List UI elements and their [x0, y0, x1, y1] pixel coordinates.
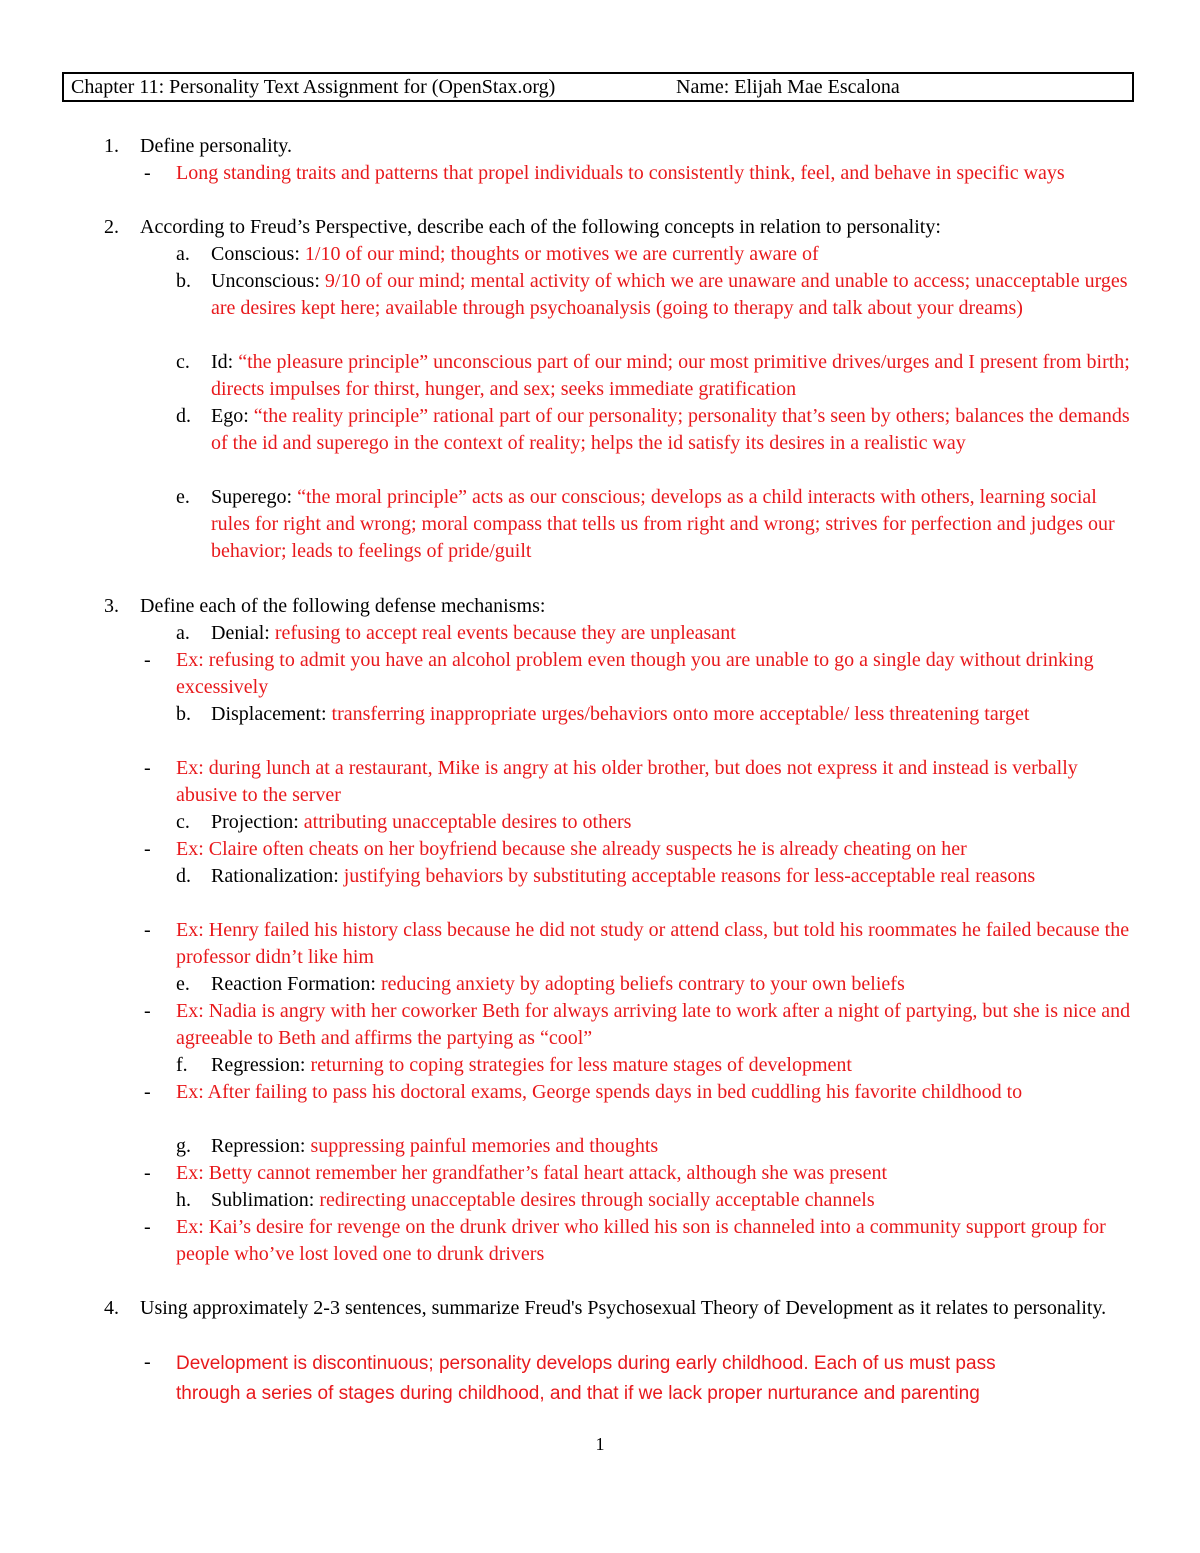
item-answer: redirecting unacceptable desires through socially acceptable channels	[314, 1189, 875, 1211]
item-text	[211, 620, 1131, 647]
question-number: 2.	[104, 216, 119, 238]
item-text	[211, 484, 1131, 565]
item-answer: returning to coping strategies for less mature stages of development	[305, 1054, 852, 1076]
item-letter: c.	[176, 351, 190, 373]
item-answer: 1/10 of our mind; thoughts or motives we are currently aware of	[299, 243, 819, 265]
example-text: Ex: Nadia is angry with her coworker Beth for always arriving late to work after a night of partying, but she is nice and agreeable to Beth and affirms the partying as “cool”	[176, 1000, 1131, 1049]
dash-bullet: -	[144, 1216, 151, 1238]
example-text: Ex: Kai’s desire for revenge on the drunk driver who killed his son is channeled into a community support group for people who’ve lost loved one to drunk drivers	[176, 1216, 1106, 1265]
item-term: Rationalization:	[211, 865, 339, 887]
item-answer: refusing to accept real events because they are unpleasant	[269, 622, 736, 644]
item-answer: 9/10 of our mind; mental activity of which we are unaware and unable to access; unacceptable urges are desires kept here; available through psychoanalysis (going to therapy and talk about your dreams)	[211, 270, 1128, 319]
item-answer: attributing unacceptable desires to others	[298, 811, 632, 833]
student-name: Name: Elijah Mae Escalona	[676, 76, 900, 98]
item-answer: “the pleasure principle” unconscious part of our mind; our most primitive drives/urges and I present from birth; directs impulses for thirst, hunger, and sex; seeks immediate gratification	[211, 351, 1130, 400]
dash-bullet: -	[144, 1000, 151, 1022]
item-term: Sublimation:	[211, 1189, 315, 1211]
example-text: Ex: Betty cannot remember her grandfather’s fatal heart attack, although she was present	[176, 1162, 888, 1184]
item-term: Ego:	[211, 405, 249, 427]
dash-bullet: -	[144, 1081, 151, 1103]
item-text	[211, 863, 1131, 890]
item-text	[211, 268, 1131, 322]
item-answer: transferring inappropriate urges/behaviors onto more acceptable/ less threatening target	[326, 703, 1030, 725]
item-answer: reducing anxiety by adopting beliefs contrary to your own beliefs	[375, 973, 905, 995]
item-letter: b.	[176, 703, 191, 725]
question-number: 1.	[104, 135, 119, 157]
item-letter: d.	[176, 865, 191, 887]
question-text: According to Freud’s Perspective, describe each of the following concepts in relation to personality:	[140, 216, 941, 238]
example-text: Ex: during lunch at a restaurant, Mike is angry at his older brother, but does not express it and instead is verbally abusive to the server	[176, 757, 1078, 806]
answer-text	[176, 1349, 1136, 1409]
item-letter: e.	[176, 486, 190, 508]
dash-bullet: -	[144, 757, 151, 779]
example-text: Ex: Henry failed his history class because he did not study or attend class, but told his roommates he failed because the professor didn’t like him	[176, 919, 1130, 968]
item-letter: f.	[176, 1054, 188, 1076]
item-answer: justifying behaviors by substituting acceptable reasons for less-acceptable real reasons	[338, 865, 1036, 887]
item-term: Denial:	[211, 622, 270, 644]
question-text: Define personality.	[140, 135, 292, 157]
item-answer: suppressing painful memories and thoughts	[305, 1135, 659, 1157]
question-number: 3.	[104, 595, 119, 617]
item-letter: a.	[176, 622, 190, 644]
item-term: Regression:	[211, 1054, 306, 1076]
item-letter: e.	[176, 973, 190, 995]
answer-line: through a series of stages during childhood, and that if we lack proper nurturance and parenting	[176, 1383, 980, 1404]
item-text	[211, 1052, 1131, 1079]
item-text	[211, 1133, 1131, 1160]
example-text: Ex: Claire often cheats on her boyfriend because she already suspects he is already cheating on her	[176, 838, 967, 860]
dash-bullet: -	[144, 1162, 151, 1184]
example-text: Ex: refusing to admit you have an alcohol problem even though you are unable to go a single day without drinking excessively	[176, 649, 1094, 698]
item-letter: d.	[176, 405, 191, 427]
assignment-title: Chapter 11: Personality Text Assignment for (OpenStax.org)	[71, 76, 556, 98]
question-number: 4.	[104, 1297, 119, 1319]
item-letter: c.	[176, 811, 190, 833]
item-term: Reaction Formation:	[211, 973, 376, 995]
item-text	[211, 971, 1131, 998]
item-text	[211, 701, 1131, 728]
item-text	[211, 349, 1131, 403]
item-term: Id:	[211, 351, 234, 373]
item-letter: b.	[176, 270, 191, 292]
item-text	[211, 809, 1131, 836]
item-text	[211, 1187, 1131, 1214]
item-term: Unconscious:	[211, 270, 320, 292]
item-term: Repression:	[211, 1135, 306, 1157]
item-letter: g.	[176, 1135, 191, 1157]
item-term: Conscious:	[211, 243, 300, 265]
item-answer: “the reality principle” rational part of our personality; personality that’s seen by others; balances the demands of the id and superego in the context of reality; helps the id satisfy its desires in a realistic way	[211, 405, 1130, 454]
header-box	[62, 72, 1134, 102]
dash-bullet: -	[144, 649, 151, 671]
question-text: Using approximately 2-3 sentences, summarize Freud's Psychosexual Theory of Development as it relates to personality.	[140, 1297, 1107, 1319]
dash-bullet: -	[144, 1351, 151, 1373]
item-letter: a.	[176, 243, 190, 265]
page-number: 1	[595, 1434, 605, 1454]
item-text	[211, 403, 1131, 457]
question-text: Define each of the following defense mechanisms:	[140, 595, 546, 617]
item-term: Projection:	[211, 811, 299, 833]
dash-bullet: -	[144, 162, 151, 184]
answer-line: Development is discontinuous; personality develops during early childhood. Each of us must pass	[176, 1353, 996, 1374]
item-answer: “the moral principle” acts as our conscious; develops as a child interacts with others, learning social rules for right and wrong; moral compass that tells us from right and wrong; strives for perfection and judges our behavior; leads to feelings of pride/guilt	[211, 486, 1115, 562]
item-term: Displacement:	[211, 703, 327, 725]
item-letter: h.	[176, 1189, 191, 1211]
answer-text: Long standing traits and patterns that propel individuals to consistently think, feel, and behave in specific ways	[176, 162, 1065, 184]
dash-bullet: -	[144, 919, 151, 941]
item-text	[211, 241, 1131, 268]
dash-bullet: -	[144, 838, 151, 860]
example-text: Ex: After failing to pass his doctoral exams, George spends days in bed cuddling his favorite childhood to	[176, 1081, 1023, 1103]
item-term: Superego:	[211, 486, 293, 508]
